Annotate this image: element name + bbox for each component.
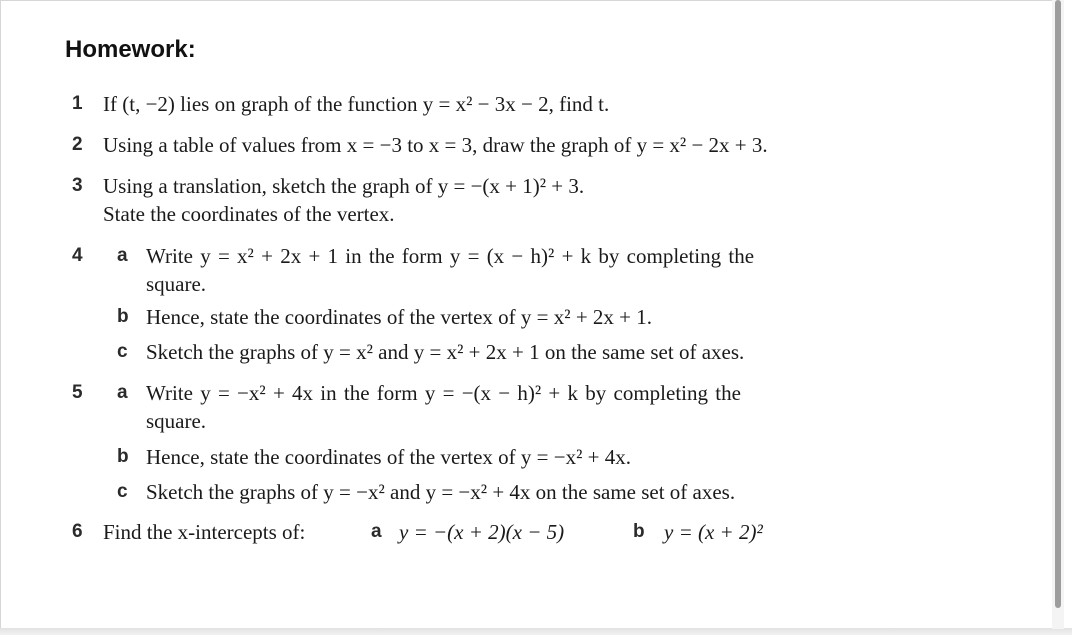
question-5c-label: c — [117, 481, 128, 502]
question-3-number: 3 — [72, 175, 83, 196]
question-5a-line-2: square. — [146, 409, 207, 433]
question-5-number: 5 — [72, 382, 83, 403]
question-1-number: 1 — [72, 93, 83, 114]
question-5c-text: Sketch the graphs of y = −x² and y = −x² + 4x on the same set of axes. — [146, 480, 736, 504]
question-6b-label: b — [633, 521, 645, 542]
question-4c-text: Sketch the graphs of y = x² and y = x² + 2x + 1 on the same set of axes. — [146, 340, 745, 364]
question-4c-label: c — [117, 341, 128, 362]
question-2-text: Using a table of values from x = −3 to x = 3, draw the graph of y = x² − 2x + 3. — [103, 133, 768, 157]
question-1-text: If (t, −2) lies on graph of the function y = x² − 3x − 2, find t. — [103, 92, 610, 116]
question-5b-label: b — [117, 446, 129, 467]
question-6b-text: y = (x + 2)² — [664, 520, 763, 544]
question-4a-label: a — [117, 245, 128, 266]
page-bottom-edge — [0, 628, 1072, 635]
question-4b-label: b — [117, 306, 129, 327]
question-4b-text: Hence, state the coordinates of the vertex of y = x² + 2x + 1. — [146, 305, 652, 329]
page-title: Homework: — [65, 36, 196, 63]
question-4a-line-2: square. — [146, 272, 207, 296]
question-5a-line-1: Write y = −x² + 4x in the form y = −(x − h)² + k by completing the — [146, 381, 741, 405]
question-4a-line-1: Write y = x² + 2x + 1 in the form y = (x − h)² + k by completing the — [146, 244, 755, 268]
question-3-line-2: State the coordinates of the vertex. — [103, 202, 395, 226]
question-4-number: 4 — [72, 245, 83, 266]
question-5b-text: Hence, state the coordinates of the vertex of y = −x² + 4x. — [146, 445, 631, 469]
question-6a-label: a — [371, 521, 382, 542]
question-3-line-1: Using a translation, sketch the graph of y = −(x + 1)² + 3. — [103, 174, 585, 198]
scrollbar-thumb[interactable] — [1055, 0, 1061, 608]
question-5a-label: a — [117, 382, 128, 403]
question-6a-text: y = −(x + 2)(x − 5) — [399, 520, 565, 544]
question-6-text: Find the x-intercepts of: — [103, 520, 306, 544]
question-6-number: 6 — [72, 521, 83, 542]
question-2-number: 2 — [72, 134, 83, 155]
